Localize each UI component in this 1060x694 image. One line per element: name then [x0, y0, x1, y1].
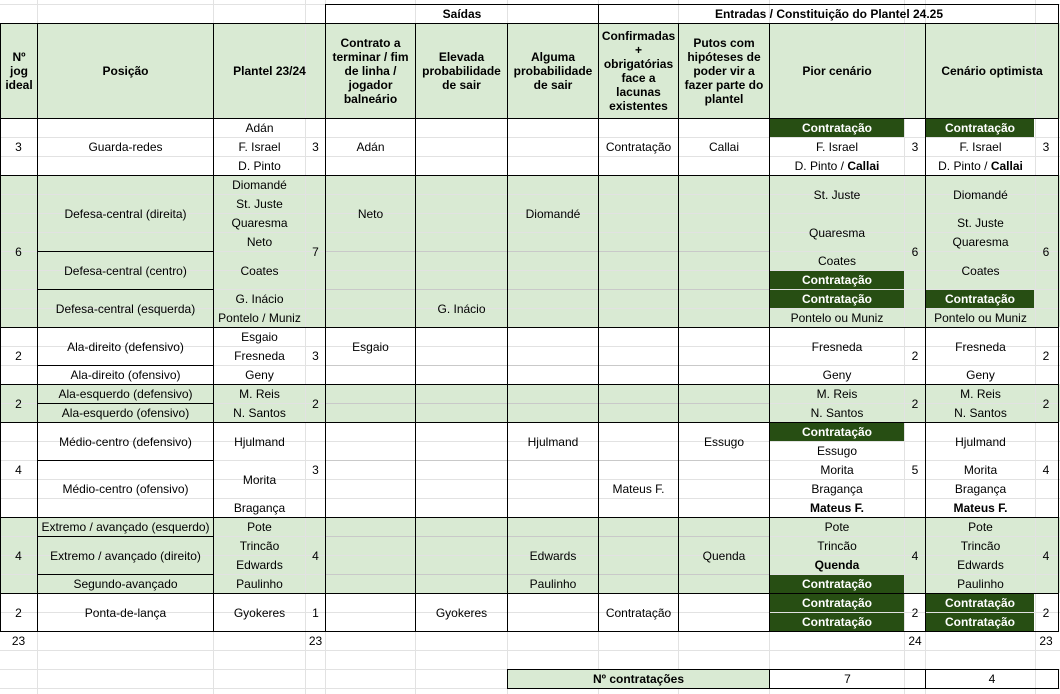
pior-cell: St. Juste — [813, 187, 861, 202]
opt-contratacao-pl-1: Contratação — [926, 594, 1034, 612]
alguma-cell: Edwards — [529, 548, 577, 563]
plantel-player: Trincão — [239, 539, 280, 553]
opt-contratacao-dc-esquerda: Contratação — [926, 290, 1034, 308]
opt-cell: Quaresma — [952, 235, 1009, 249]
position-row: Ponta-de-lança — [84, 605, 167, 620]
position-row: Defesa-central (direita) — [64, 206, 187, 221]
plantel-count: 3 — [312, 463, 319, 477]
plantel-player: G. Inácio — [235, 292, 284, 306]
pior-callai: Callai — [847, 159, 880, 173]
header-posicao: Posição — [102, 64, 149, 78]
contratacoes-pior: 7 — [844, 672, 851, 686]
opt-cell: F. Israel — [926, 138, 1035, 156]
opt-count: 4 — [1042, 463, 1050, 477]
total-ideal: 23 — [11, 634, 26, 648]
opt-cell: Fresneda — [955, 339, 1006, 354]
opt-count: 2 — [1042, 396, 1050, 411]
pior-count: 4 — [911, 548, 919, 563]
contrato-cell: Esgaio — [352, 339, 389, 354]
plantel-player: Pote — [247, 520, 272, 534]
plantel-player: N. Santos — [233, 406, 286, 420]
ideal-pl: 2 — [15, 605, 22, 620]
header-alguma: Alguma probabilidade de sair — [513, 50, 593, 92]
opt-count: 6 — [1042, 244, 1050, 259]
plantel-count: 7 — [312, 244, 319, 259]
opt-contratacao-gr: Contratação — [926, 119, 1034, 137]
ideal-gr: 3 — [15, 140, 22, 154]
plantel-count: 3 — [312, 349, 319, 363]
putos-cell: Quenda — [702, 548, 746, 563]
plantel-player: Paulinho — [236, 577, 283, 591]
pior-contratacao-dc-esquerda: Contratação — [770, 290, 904, 308]
plantel-player: Gyokeres — [233, 605, 286, 620]
pior-count: 2 — [911, 396, 919, 411]
pior-cell: Quaresma — [808, 225, 866, 240]
pior-cell: Quenda — [814, 558, 860, 572]
pior-cell: Essugo — [816, 444, 858, 458]
pior-count: 6 — [911, 244, 919, 259]
pior-cell: N. Santos — [810, 406, 864, 420]
plantel-player: Coates — [240, 263, 279, 278]
plantel-player: Morita — [242, 472, 277, 487]
header-pior: Pior cenário — [802, 64, 872, 78]
header-saidas: Saídas — [442, 7, 482, 21]
total-pior: 24 — [908, 634, 922, 648]
opt-contratacao-pl-2: Contratação — [926, 613, 1034, 631]
position-row: Extremo / avançado (direito) — [50, 548, 201, 563]
opt-count: 3 — [1042, 140, 1050, 154]
header-plantel: Plantel 23/24 — [233, 64, 306, 78]
position-row: Guarda-redes — [88, 140, 163, 154]
opt-cell: Hjulmand — [955, 434, 1006, 449]
header-confirmadas: Confirmadas + obrigatórias face a lacunas existentes — [601, 29, 676, 113]
plantel-player: M. Reis — [239, 387, 280, 401]
ideal-ex: 4 — [15, 548, 22, 563]
pior-cell: M. Reis — [816, 387, 858, 401]
pior-cell: Morita — [820, 463, 854, 477]
alguma-cell: Paulinho — [529, 577, 577, 591]
position-row: Extremo / avançado (esquerdo) — [41, 520, 210, 534]
pior-contratacao-pl-1: Contratação — [770, 594, 904, 612]
plantel-count: 2 — [312, 396, 319, 411]
plantel-player: Esgaio — [241, 330, 278, 344]
opt-callai: Callai — [990, 159, 1023, 173]
pior-d-pinto: D. Pinto / — [794, 159, 848, 173]
opt-cell: Diomandé — [953, 187, 1008, 202]
position-row: Ala-esquerdo (ofensivo) — [61, 406, 190, 420]
elevada-cell: G. Inácio — [437, 301, 486, 316]
header-optimista: Cenário optimista — [941, 64, 1043, 78]
opt-cell: Mateus F. — [953, 501, 1008, 515]
header-elevada: Elevada probabilidade de sair — [422, 50, 501, 92]
pior-cell: Fresneda — [811, 339, 863, 354]
plantel-player: Fresneda — [234, 349, 285, 363]
plantel-player: D. Pinto — [238, 159, 281, 173]
plantel-player: Quaresma — [231, 216, 288, 230]
pior-cell — [770, 157, 904, 175]
header-entradas: Entradas / Constituição do Plantel 24.25 — [714, 7, 944, 21]
opt-cell — [926, 157, 1035, 175]
pior-count: 2 — [911, 605, 919, 620]
plantel-player: St. Juste — [236, 197, 283, 211]
opt-cell: Morita — [963, 463, 998, 477]
opt-cell: Edwards — [957, 558, 1004, 572]
ideal-ad: 2 — [15, 349, 22, 363]
pior-count: 3 — [911, 140, 919, 154]
pior-cell: Mateus F. — [809, 501, 864, 515]
pior-contratacao-gr: Contratação — [770, 119, 904, 137]
pior-contratacao-sa: Contratação — [770, 575, 904, 593]
opt-cell: M. Reis — [960, 387, 1001, 401]
total-optimista: 23 — [1039, 634, 1053, 648]
ideal-mc: 4 — [15, 463, 22, 477]
ideal-dc: 6 — [15, 244, 22, 259]
pior-cell: Pote — [824, 520, 850, 534]
pior-contratacao-pl-2: Contratação — [770, 613, 904, 631]
pior-cell: Pontelo ou Muniz — [790, 311, 884, 325]
contrato-cell: Adán — [356, 140, 385, 154]
contrato-cell: Neto — [357, 206, 384, 221]
pior-cell: Bragança — [811, 482, 863, 496]
plantel-player: Hjulmand — [234, 434, 285, 449]
opt-cell: Bragança — [954, 482, 1007, 496]
elevada-cell: Gyokeres — [435, 605, 488, 620]
plantel-count: 1 — [312, 605, 319, 620]
plantel-count: 4 — [312, 548, 319, 563]
pior-cell: Coates — [817, 254, 857, 268]
ideal-ae: 2 — [15, 396, 22, 411]
plantel-player: Pontelo / Muniz — [218, 311, 301, 325]
plantel-player: Adán — [245, 121, 274, 135]
confirmadas-cell: Contratação — [605, 140, 672, 154]
position-row: Médio-centro (defensivo) — [59, 434, 192, 449]
opt-count: 2 — [1042, 605, 1050, 620]
contratacoes-optimista: 4 — [988, 672, 996, 686]
header-n-jog-ideal: Nº jog ideal — [5, 50, 33, 92]
opt-count: 4 — [1042, 548, 1050, 563]
plantel-player: Edwards — [236, 558, 283, 572]
position-row: Médio-centro (ofensivo) — [62, 482, 189, 496]
opt-cell: Coates — [961, 263, 1000, 278]
plantel-player: Diomandé — [232, 178, 287, 192]
opt-cell: Geny — [966, 368, 995, 382]
putos-cell: Essugo — [703, 434, 745, 449]
pior-contratacao-mc: Contratação — [770, 423, 904, 441]
position-row: Ala-direito (ofensivo) — [70, 368, 181, 382]
plantel-count: 3 — [312, 140, 319, 154]
plantel-player: Neto — [246, 235, 273, 249]
opt-cell: Pontelo ou Muniz — [934, 311, 1027, 325]
opt-cell: Pote — [968, 520, 993, 534]
opt-cell: Trincão — [960, 539, 1001, 553]
pior-cell: F. Israel — [770, 138, 904, 156]
opt-cell: St. Juste — [957, 216, 1004, 230]
plantel-player: F. Israel — [238, 140, 281, 154]
pior-cell: Trincão — [817, 539, 857, 553]
position-row: Defesa-central (esquerda) — [55, 301, 196, 316]
position-row: Ala-esquerdo (defensivo) — [58, 387, 193, 401]
plantel-player: Bragança — [233, 501, 286, 515]
header-putos: Putos com hipóteses de poder vir a fazer parte do plantel — [684, 36, 764, 106]
confirmadas-cell: Mateus F. — [612, 482, 665, 496]
putos-cell: Callai — [708, 140, 739, 154]
contratacoes-label: Nº contratações — [508, 670, 769, 688]
pior-count: 2 — [911, 349, 919, 363]
header-contrato: Contrato a terminar / fim de linha / jogador balneário — [332, 36, 409, 106]
position-row: Segundo-avançado — [73, 577, 178, 591]
opt-cell: N. Santos — [954, 406, 1007, 420]
position-row: Ala-direito (defensivo) — [67, 339, 184, 354]
pior-count: 5 — [911, 463, 919, 477]
alguma-cell: Hjulmand — [527, 434, 579, 449]
opt-count: 2 — [1042, 349, 1050, 363]
pior-cell: Geny — [822, 368, 852, 382]
position-row: Defesa-central (centro) — [64, 263, 187, 278]
total-plantel: 23 — [308, 634, 323, 648]
plantel-player: Geny — [245, 368, 274, 382]
opt-d-pinto: D. Pinto / — [938, 159, 991, 173]
opt-cell: Paulinho — [957, 577, 1004, 591]
confirmadas-cell: Contratação — [605, 605, 672, 620]
alguma-cell: Diomandé — [525, 206, 581, 221]
pior-contratacao-dc-centro: Contratação — [770, 271, 904, 289]
